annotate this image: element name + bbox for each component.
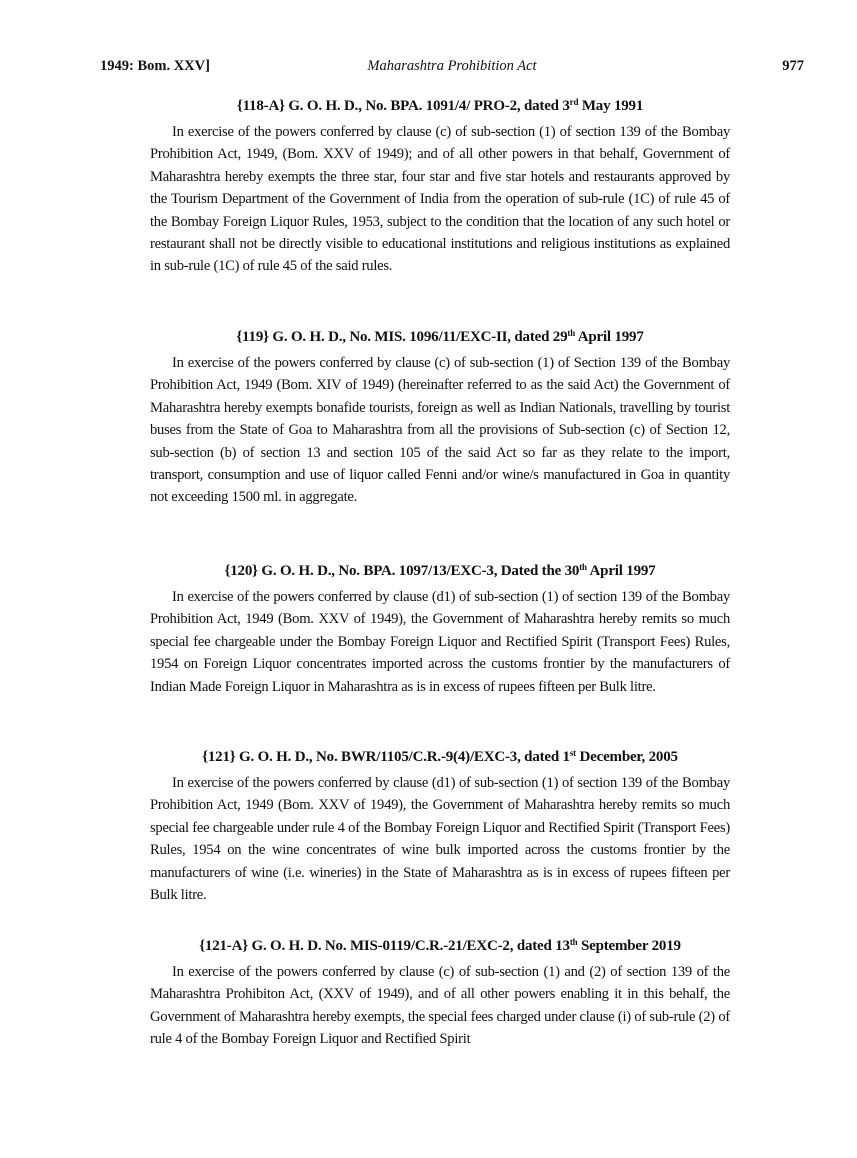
section-heading: {121} G. O. H. D., No. BWR/1105/C.R.-9(4)/EXC-3, dated 1st December, 2005 bbox=[202, 748, 678, 765]
section-heading: {118-A} G. O. H. D., No. BPA. 1091/4/ PRO-2, dated 3rd May 1991 bbox=[236, 97, 644, 114]
page-number: 977 bbox=[782, 58, 804, 74]
section-body: In exercise of the powers conferred by clause (c) of sub-section (1) of Section 139 of the Bombay Prohibition Act, 1949 (Bom. XIV of 1949) (hereinafter referred to as the said Act) the Government of Maharashtra hereby exempts bonafide tourists, foreign as well as Indian Nationals, travelling by tourist buses from the State of Goa to Maharashtra from all the provisions of Sub-section (c) of Section 12, sub-section (b) of section 13 and section 105 of the said Act so far as they relate to the import, transport, consumption and use of liquor called Fenni and/or wine/s manufactured in Goa in quantity not exceeding 1500 ml. in aggregate. bbox=[150, 355, 730, 506]
section-121 bbox=[150, 747, 730, 906]
running-header bbox=[100, 58, 804, 80]
section-body: In exercise of the powers conferred by clause (c) of sub-section (1) of section 139 of the Bombay Prohibition Act, 1949, (Bom. XXV of 1949); and of all other powers in that behalf, Government of Maharashtra hereby exempts the three star, four star and five star hotels and restaurants approved by the Tourism Department of the Government of India from the operation of sub-rule (1C) of rule 45 of the Bombay Foreign Liquor Rules, 1953, subject to the condition that the location of any such hotel or restaurant shall not be directly visible to educational institutions and religious institutions as explained in sub-rule (1C) of rule 45 of the said rules. bbox=[150, 124, 730, 275]
section-heading: {120} G. O. H. D., No. BPA. 1097/13/EXC-3, Dated the 30th April 1997 bbox=[224, 562, 656, 579]
section-body: In exercise of the powers conferred by clause (d1) of sub-section (1) of section 139 of the Bombay Prohibition Act, 1949 (Bom. XXV of 1949), the Government of Maharashtra hereby remits so much special fee chargeable under the Bombay Foreign Liquor and Rectified Spirit (Transport Fees) Rules, 1954 on Foreign Liquor concentrates imported across the customs frontier by the manufacturers of Indian Made Foreign Liquor in Maharashtra as is in excess of rupees fifteen per Bulk litre. bbox=[150, 589, 730, 695]
section-body: In exercise of the powers conferred by clause (d1) of sub-section (1) of section 139 of the Bombay Prohibition Act, 1949 (Bom. XXV of 1949), the Government of Maharashtra hereby remits so much special fee chargeable under rule 4 of the Bombay Foreign Liquor and Rectified Spirit (Transport Fees) Rules, 1954 on the wine concentrates of wine bulk imported across the customs frontier by the manufacturers of wine (i.e. wineries) in the State of Maharashtra as is in excess of rupees fifteen per Bulk litre. bbox=[150, 775, 730, 904]
act-citation: 1949: Bom. XXV] bbox=[100, 58, 210, 74]
act-title: Maharashtra Prohibition Act bbox=[367, 58, 537, 74]
section-body: In exercise of the powers conferred by clause (c) of sub-section (1) and (2) of section 139 of the Maharashtra Prohibiton Act, (XXV of 1949), and of all other powers enabling it in this behalf, the Government of Maharashtra hereby exempts, the special fees charged under clause (i) of sub-rule (2) of rule 4 of the Bombay Foreign Liquor and Rectified Spirit bbox=[150, 964, 730, 1048]
section-heading: {121-A} G. O. H. D. No. MIS-0119/C.R.-21/EXC-2, dated 13th September 2019 bbox=[199, 937, 681, 954]
section-119 bbox=[150, 327, 730, 509]
section-121-a bbox=[150, 936, 730, 1051]
section-118-a bbox=[150, 96, 730, 278]
section-heading: {119} G. O. H. D., No. MIS. 1096/11/EXC-II, dated 29th April 1997 bbox=[236, 328, 644, 345]
section-120 bbox=[150, 561, 730, 698]
